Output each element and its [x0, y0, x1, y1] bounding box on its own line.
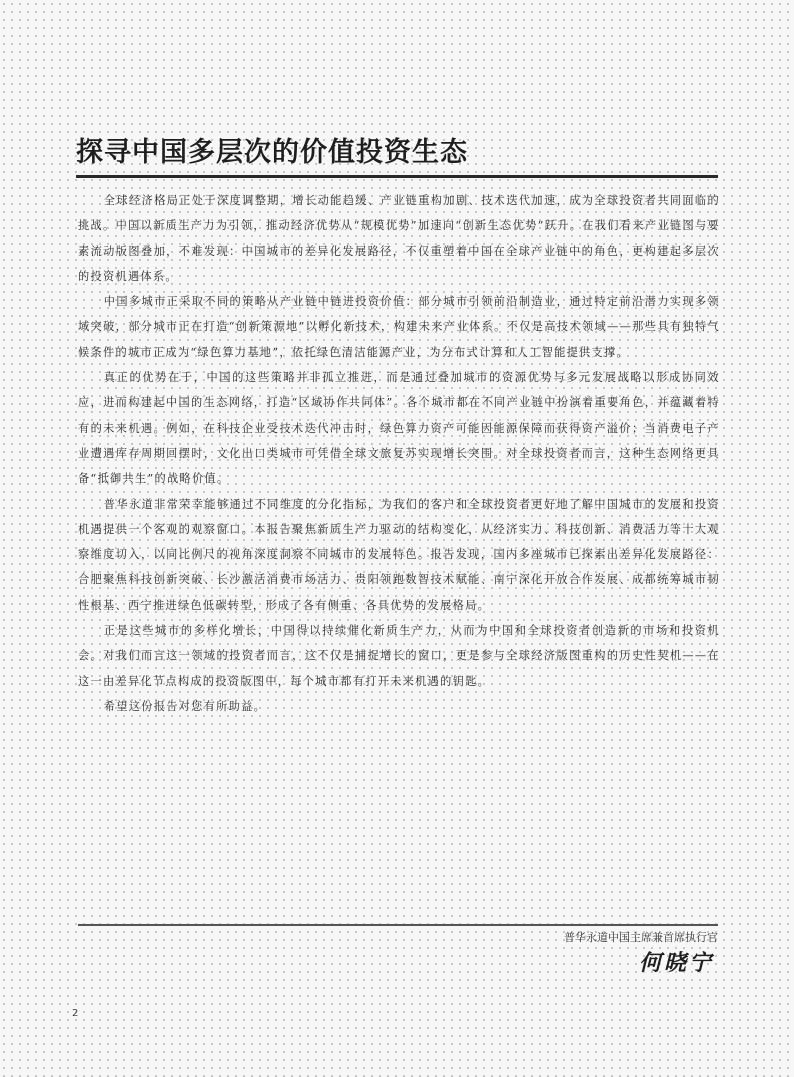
paragraph: 普华永道非常荣幸能够通过不同维度的分化指标，为我们的客户和全球投资者更好地了解中国城市的发展和投资机遇提供一个客观的观察窗口。本报告聚焦新质生产力驱动的结构变化，从经济实力、科技创新、消费活力等十大观察维度切入，以同比例尺的视角深度洞察不同城市的发展特色。报告发现，国内多座城市已探索出差异化发展路径：合肥聚焦科技创新突破、长沙激活消费市场活力、贵阳领跑数智技术赋能、南宁深化开放合作发展、成都统筹城市韧性根基、西宁推进绿色低碳转型，形成了各有侧重、各具优势的发展格局。 — [78, 497, 720, 612]
paragraph: 正是这些城市的多样化增长，中国得以持续催化新质生产力，从而为中国和全球投资者创造新的市场和投资机会。对我们而言这一领域的投资者而言，这不仅是捕捉增长的窗口，更是参与全球经济版图重构的历史性契机——在这一由差异化节点构成的投资版图中，每个城市都有打开未来机遇的钥匙。 — [78, 624, 720, 688]
page-title: 探寻中国多层次的价值投资生态 — [76, 137, 468, 168]
paragraph: 真正的优势在于，中国的这些策略并非孤立推进，而是通过叠加城市的资源优势与多元发展战略以形成协同效应，进而构建起中国的生态网络，打造“区域协作共同体”。各个城市都在不同产业链中扮演着重要角色，并蕴藏着特有的未来机遇。例如，在科技企业受技术迭代冲击时，绿色算力资产可能因能源保障而获得资产溢价；当消费电子产业遭遇库存周期回摆时，文化出口类城市可凭借全球文旅复苏实现增长突围。对全球投资者而言，这种生态网络更具备“抵御共生”的战略价值。 — [78, 371, 720, 486]
paragraph: 中国多城市正采取不同的策略从产业链中链进投资价值：部分城市引领前沿制造业，通过特定前沿潜力实现多领域突破，部分城市正在打造“创新策源地”以孵化新技术，构建未来产业体系。不仅是高技术领域——那些具有独特气候条件的城市正成为“绿色算力基地”，依托绿色清洁能源产业，为分布式计算和人工智能提供支撑。 — [78, 295, 720, 359]
paragraph: 希望这份报告对您有所助益。 — [103, 699, 267, 713]
paragraph: 全球经济格局正处于深度调整期，增长动能趋缓、产业链重构加剧、技术迭代加速，成为全球投资者共同面临的挑战。中国以新质生产力为引领，推动经济优势从“规模优势”加速向“创新生态优势”跃升。在我们看来产业链图与要素流动版图叠加，不难发现：中国城市的差异化发展路径，不仅重塑着中国在全球产业链中的角色，更构建起多层次的投资机遇体系。 — [78, 194, 720, 283]
signature-divider — [78, 924, 718, 926]
article-body — [78, 188, 720, 719]
signature-name: 何晓宁 — [638, 950, 714, 976]
page-number: 2 — [72, 1008, 79, 1019]
title-divider — [76, 175, 718, 178]
signature-role: 普华永道中国主席兼首席执行官 — [564, 931, 718, 944]
